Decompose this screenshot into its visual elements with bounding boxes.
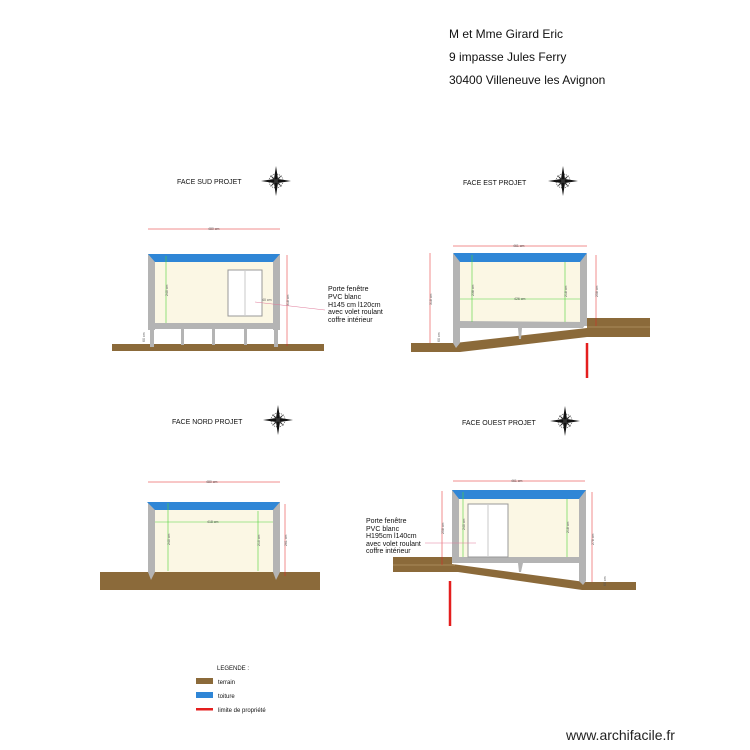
terrain: [100, 572, 320, 590]
dim-label: 418 cm: [207, 520, 219, 524]
dim-label: 261 cm: [284, 534, 288, 546]
svg-text:avec volet roulant: avec volet roulant: [366, 541, 421, 548]
dim-label: 40 cm: [262, 298, 272, 302]
dim-label: 218 cm: [564, 285, 568, 297]
owner-name: M et Mme Girard Eric: [449, 27, 564, 41]
dim-label: 480 cm: [208, 227, 220, 231]
svg-text:Porte fenêtre: Porte fenêtre: [366, 518, 407, 525]
elevation-est: [411, 166, 650, 378]
dim-label: 60 cm: [437, 332, 441, 342]
dim-label: 258 cm: [441, 522, 445, 534]
compass-icon: [263, 405, 293, 435]
roof: [452, 490, 586, 499]
dim-label: 60 cm: [603, 576, 607, 586]
watermark: www.archifacile.fr: [566, 727, 675, 743]
dim-label: 218 cm: [566, 521, 570, 533]
owner-street: 9 impasse Jules Ferry: [449, 50, 567, 64]
svg-text:H145 cm l120cm: H145 cm l120cm: [328, 302, 381, 309]
roof: [453, 253, 587, 262]
dim-label: 480 cm: [206, 480, 218, 484]
wall-left: [453, 254, 460, 348]
legend-swatch-terrain: [196, 678, 213, 684]
window-note: [328, 286, 383, 324]
wall-right: [580, 254, 587, 326]
dim-label: 240 cm: [167, 533, 171, 545]
elevation-ouest: [366, 406, 636, 626]
owner-city: 30400 Villeneuve les Avignon: [449, 73, 606, 87]
roof: [147, 502, 280, 510]
legend-label: terrain: [218, 680, 236, 686]
roof: [148, 254, 280, 262]
legend-title: LEGENDE :: [217, 666, 250, 672]
dim-label: 238 cm: [471, 284, 475, 296]
floor-slab: [455, 557, 586, 563]
legend-swatch-limite: [196, 708, 213, 711]
view-title: FACE NORD PROJET: [172, 419, 243, 426]
compass-icon: [550, 406, 580, 436]
view-title: FACE OUEST PROJET: [462, 420, 536, 427]
dim-label: 258 cm: [595, 285, 599, 297]
wall-right: [273, 502, 280, 580]
svg-text:avec volet roulant: avec volet roulant: [328, 309, 383, 316]
wall-left: [148, 502, 155, 580]
floor-slab: [148, 323, 280, 329]
pile: [518, 563, 523, 572]
wall-left: [452, 490, 459, 563]
terrain: [112, 344, 324, 351]
svg-text:Porte fenêtre: Porte fenêtre: [328, 286, 369, 293]
svg-text:coffre intérieur: coffre intérieur: [366, 548, 411, 555]
dim-label: 240 cm: [165, 284, 169, 296]
wall-left: [148, 254, 155, 330]
svg-text:coffre intérieur: coffre intérieur: [328, 317, 373, 324]
dim-label: 60 cm: [142, 332, 146, 342]
legend-swatch-toiture: [196, 692, 213, 698]
view-title: FACE SUD PROJET: [177, 179, 242, 186]
wall-right: [579, 490, 586, 585]
interior: [460, 262, 580, 322]
floor-slab: [458, 321, 587, 328]
legend-label: limite de propriété: [218, 708, 266, 714]
dim-label: 461 cm: [511, 479, 523, 483]
dim-label: 210 cm: [257, 534, 261, 546]
dim-label: 426 cm: [514, 297, 526, 301]
elevation-sud: [112, 166, 383, 351]
svg-text:H195cm l140cm: H195cm l140cm: [366, 533, 417, 540]
svg-text:PVC blanc: PVC blanc: [366, 526, 400, 533]
compass-icon: [548, 166, 578, 196]
legend-label: toiture: [218, 694, 235, 700]
view-title: FACE EST PROJET: [463, 180, 527, 187]
dim-label: 278 cm: [591, 533, 595, 545]
elevation-nord: [100, 405, 320, 590]
dim-label: 318 cm: [429, 293, 433, 305]
compass-icon: [261, 166, 291, 196]
svg-text:PVC blanc: PVC blanc: [328, 294, 362, 301]
wall-right: [273, 254, 280, 330]
dim-label: 461 cm: [513, 244, 525, 248]
legend: [196, 666, 266, 714]
dim-label: 318 cm: [286, 294, 290, 306]
window-note: [366, 518, 421, 555]
dim-label: 240 cm: [462, 518, 466, 530]
